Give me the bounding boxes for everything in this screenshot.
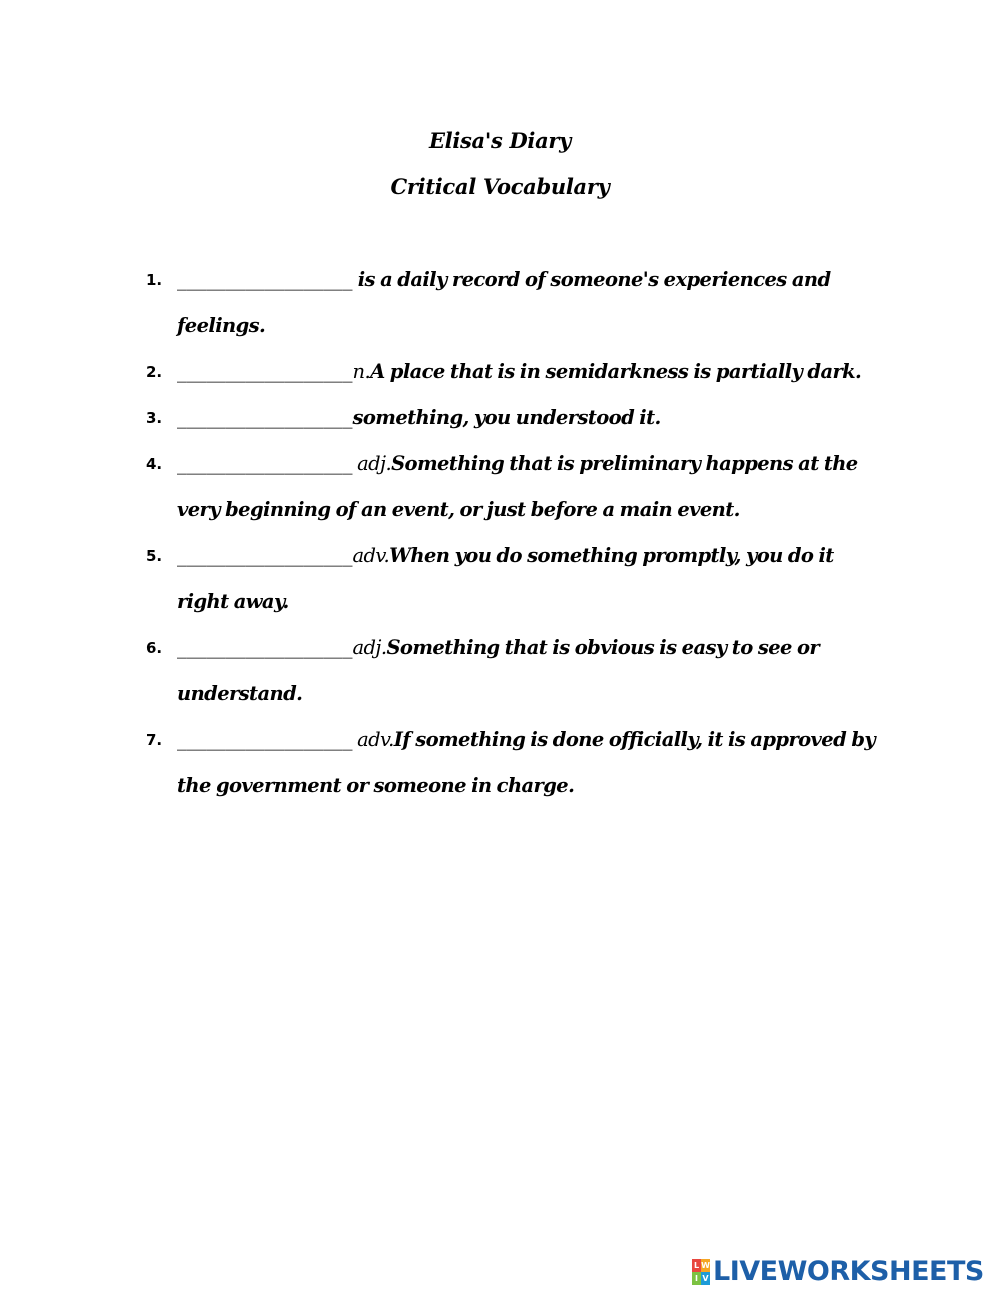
- answer-blank[interactable]: __________________: [177, 268, 353, 291]
- worksheet-header: [0, 118, 1000, 210]
- item-text: [177, 349, 886, 395]
- item-number: 3.: [146, 409, 163, 427]
- logo-tile: V: [702, 1273, 709, 1283]
- logo-tile: W: [701, 1260, 710, 1270]
- definition: is a daily record of someone's experiences and feelings.: [177, 268, 831, 337]
- item-text: [177, 441, 886, 533]
- list-item: [146, 395, 886, 441]
- worksheet-title: Elisa's Diary: [428, 128, 572, 153]
- part-of-speech: adj.: [352, 636, 387, 659]
- list-item: [146, 257, 886, 349]
- item-number: 5.: [146, 547, 163, 565]
- item-text: [177, 257, 886, 349]
- item-text: [177, 533, 886, 625]
- answer-blank[interactable]: __________________: [177, 406, 353, 429]
- definition: A place that is in semidarkness is partially dark.: [370, 360, 862, 383]
- logo-mark-icon: [692, 1259, 710, 1285]
- logo-tile: I: [692, 1272, 701, 1285]
- answer-blank[interactable]: __________________: [177, 360, 353, 383]
- list-item: [146, 625, 886, 717]
- item-text: [177, 717, 886, 809]
- list-item: [146, 349, 886, 395]
- answer-blank[interactable]: __________________: [177, 452, 353, 475]
- list-item: [146, 441, 886, 533]
- item-number: 6.: [146, 639, 163, 657]
- item-number: 7.: [146, 731, 163, 749]
- list-item: [146, 717, 886, 809]
- worksheet-subtitle: Critical Vocabulary: [390, 174, 610, 199]
- liveworksheets-logo: [692, 1256, 984, 1287]
- answer-blank[interactable]: __________________: [177, 544, 353, 567]
- part-of-speech: adv.: [352, 544, 390, 567]
- part-of-speech: adj.: [352, 452, 392, 475]
- list-item: [146, 533, 886, 625]
- definition: Something that is obvious is easy to see or understand.: [177, 636, 820, 705]
- item-text: [177, 395, 886, 441]
- item-number: 4.: [146, 455, 163, 473]
- item-number: 1.: [146, 271, 163, 289]
- definition: If something is done officially, it is approved by the government or someone in charge.: [177, 728, 876, 797]
- answer-blank[interactable]: __________________: [177, 728, 353, 751]
- item-text: [177, 625, 886, 717]
- item-number: 2.: [146, 363, 163, 381]
- part-of-speech: n.: [352, 360, 371, 383]
- definition: something, you understood it.: [352, 406, 661, 429]
- definition: Something that is preliminary happens at the very beginning of an event, or just before a main event.: [177, 452, 858, 521]
- part-of-speech: adv.: [352, 728, 394, 751]
- logo-wordmark: LIVEWORKSHEETS: [713, 1256, 984, 1287]
- definition: When you do something promptly, you do it right away.: [177, 544, 834, 613]
- logo-tile: L: [693, 1260, 700, 1270]
- answer-blank[interactable]: __________________: [177, 636, 353, 659]
- vocabulary-list: [146, 257, 886, 809]
